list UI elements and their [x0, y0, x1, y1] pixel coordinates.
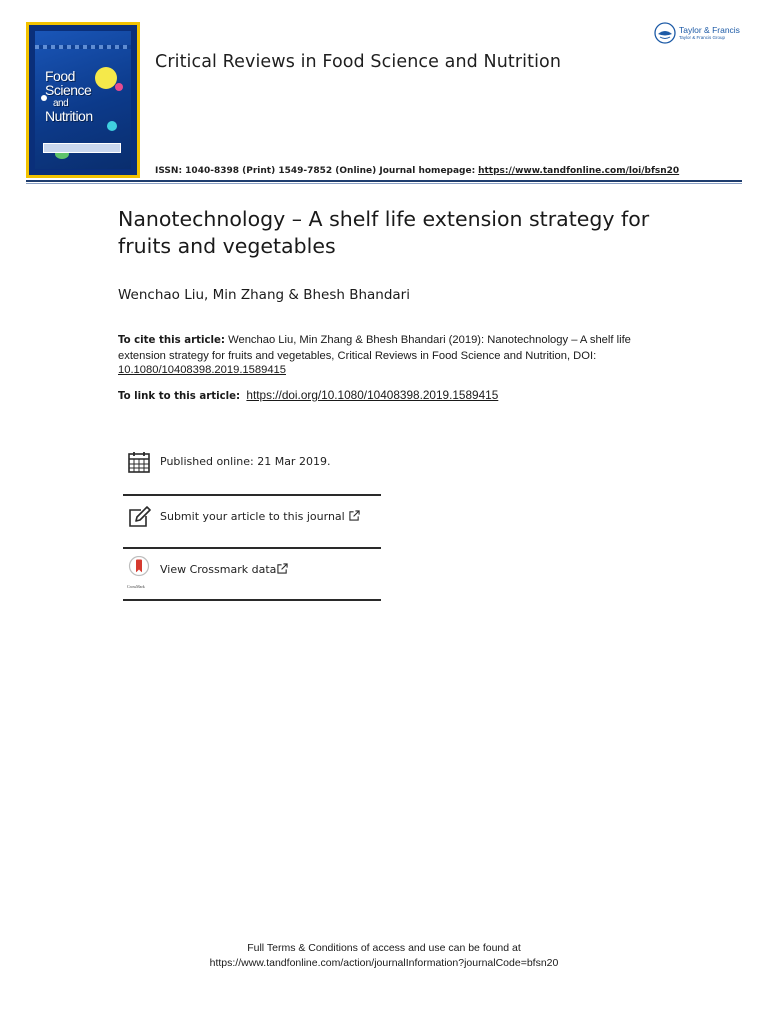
cover-issue-band — [43, 143, 121, 153]
published-online-text: Published online: 21 Mar 2019. — [160, 455, 331, 468]
publisher-emblem-icon — [654, 22, 676, 44]
cite-label: To cite this article: — [118, 335, 225, 346]
terms-footer — [0, 941, 768, 971]
submit-article-label: Submit your article to this journal — [160, 510, 345, 523]
cover-word-food: Food — [45, 68, 75, 84]
article-authors: Wenchao Liu, Min Zhang & Bhesh Bhandari — [118, 287, 410, 303]
cover-word-and: and — [53, 98, 69, 109]
crossmark-link[interactable] — [160, 563, 288, 576]
cover-artwork — [35, 31, 131, 169]
header-rule — [26, 180, 742, 182]
journal-title: Critical Reviews in Food Science and Nutrition — [155, 52, 562, 72]
edit-icon — [127, 505, 151, 529]
crossmark-row[interactable] — [123, 548, 381, 594]
crossmark-label: View Crossmark data — [160, 563, 277, 576]
cover-word-nutrition: Nutrition — [45, 108, 93, 124]
cover-dot-pink — [115, 83, 123, 91]
article-title: Nanotechnology – A shelf life extension strategy for fruits and vegetables — [118, 207, 650, 258]
publisher-logo[interactable] — [654, 22, 746, 46]
cover-molecule-strip — [35, 45, 131, 49]
cite-text: Wenchao Liu, Min Zhang & Bhesh Bhandari (2019): Nanotechnology – A shelf life extension strategy for fruits and vegetables, Critical Reviews in Food Science and Nutrition, DOI: — [118, 334, 631, 362]
citation-block — [118, 333, 658, 378]
divider — [123, 599, 381, 601]
cover-word-science: Science — [45, 82, 92, 98]
issn-text: ISSN: 1040-8398 (Print) 1549-7852 (Online) Journal homepage: — [155, 166, 476, 176]
link-label: To link to this article: — [118, 391, 241, 402]
publisher-group: Taylor & Francis Group — [679, 35, 726, 40]
external-link-icon — [277, 563, 288, 574]
terms-line: Full Terms & Conditions of access and use can be found at — [247, 942, 521, 954]
external-link-icon — [349, 510, 360, 521]
header-rule-thin — [26, 183, 742, 184]
crossmark-logo-text: CrossMark — [127, 584, 145, 589]
article-url-link[interactable]: https://doi.org/10.1080/10408398.2019.1589415 — [246, 388, 499, 402]
doi-link[interactable]: 10.1080/10408398.2019.1589415 — [118, 364, 286, 377]
terms-url[interactable]: https://www.tandfonline.com/action/journalInformation?journalCode=bfsn20 — [209, 957, 559, 969]
publisher-name: Taylor & Francis — [679, 25, 740, 35]
submit-article-row[interactable] — [123, 495, 381, 541]
article-link-line — [118, 388, 498, 402]
journal-homepage-link[interactable]: https://www.tandfonline.com/loi/bfsn20 — [478, 166, 680, 176]
calendar-icon — [127, 450, 151, 474]
submit-article-link[interactable] — [160, 510, 360, 523]
published-online-row — [123, 440, 381, 486]
crossmark-icon — [127, 556, 151, 584]
cover-dot-cyan — [107, 121, 117, 131]
cover-dot-yellow — [95, 67, 117, 89]
journal-cover-image — [26, 22, 140, 178]
issn-line — [155, 166, 679, 176]
